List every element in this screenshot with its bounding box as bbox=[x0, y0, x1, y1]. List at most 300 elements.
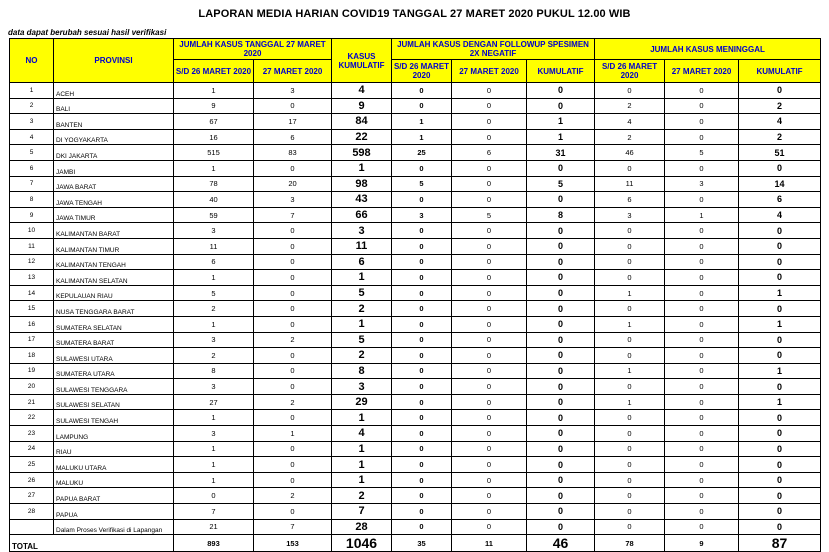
row-negatif-kumulatif: 0 bbox=[527, 363, 595, 379]
row-provinsi: LAMPUNG bbox=[54, 426, 174, 442]
row-kasus-kumulatif: 2 bbox=[332, 488, 392, 504]
row-meninggal-27: 0 bbox=[665, 114, 739, 130]
row-kasus-27: 0 bbox=[254, 238, 332, 254]
row-kasus-kumulatif: 1 bbox=[332, 457, 392, 473]
table-row bbox=[10, 472, 821, 488]
row-meninggal-27: 0 bbox=[665, 301, 739, 317]
row-negatif-27: 0 bbox=[452, 457, 527, 473]
row-negatif-kumulatif: 0 bbox=[527, 160, 595, 176]
header-meninggal-27: 27 MARET 2020 bbox=[665, 60, 739, 83]
row-kasus-27: 7 bbox=[254, 519, 332, 535]
row-kasus-sd26: 1 bbox=[174, 441, 254, 457]
row-meninggal-27: 0 bbox=[665, 379, 739, 395]
row-negatif-27: 0 bbox=[452, 394, 527, 410]
row-no: 18 bbox=[10, 348, 54, 364]
row-kasus-27: 0 bbox=[254, 472, 332, 488]
row-provinsi: Dalam Proses Verifikasi di Lapangan bbox=[54, 519, 174, 535]
row-meninggal-kumulatif: 0 bbox=[739, 441, 821, 457]
row-meninggal-kumulatif: 0 bbox=[739, 332, 821, 348]
row-meninggal-27: 3 bbox=[665, 176, 739, 192]
row-no: 17 bbox=[10, 332, 54, 348]
row-meninggal-kumulatif: 0 bbox=[739, 379, 821, 395]
row-meninggal-27: 0 bbox=[665, 285, 739, 301]
row-negatif-27: 0 bbox=[452, 441, 527, 457]
row-meninggal-kumulatif: 51 bbox=[739, 145, 821, 161]
row-negatif-27: 0 bbox=[452, 176, 527, 192]
row-negatif-27: 0 bbox=[452, 426, 527, 442]
row-provinsi: SUMATERA SELATAN bbox=[54, 316, 174, 332]
row-negatif-sd26: 0 bbox=[392, 457, 452, 473]
header-negatif-kumulatif: KUMULATIF bbox=[527, 60, 595, 83]
row-kasus-kumulatif: 4 bbox=[332, 83, 392, 99]
row-kasus-kumulatif: 1 bbox=[332, 472, 392, 488]
table-row bbox=[10, 316, 821, 332]
row-kasus-kumulatif: 6 bbox=[332, 254, 392, 270]
row-meninggal-kumulatif: 0 bbox=[739, 488, 821, 504]
row-negatif-27: 0 bbox=[452, 301, 527, 317]
row-meninggal-27: 0 bbox=[665, 394, 739, 410]
row-kasus-27: 0 bbox=[254, 301, 332, 317]
row-kasus-sd26: 1 bbox=[174, 472, 254, 488]
row-kasus-27: 0 bbox=[254, 160, 332, 176]
total-kasus-27: 153 bbox=[254, 535, 332, 552]
row-kasus-sd26: 1 bbox=[174, 83, 254, 99]
row-provinsi: KALIMANTAN TENGAH bbox=[54, 254, 174, 270]
row-provinsi: JAWA TENGAH bbox=[54, 192, 174, 208]
row-negatif-27: 0 bbox=[452, 379, 527, 395]
table-row bbox=[10, 348, 821, 364]
table-row bbox=[10, 114, 821, 130]
row-meninggal-27: 0 bbox=[665, 472, 739, 488]
row-kasus-sd26: 27 bbox=[174, 394, 254, 410]
table-row bbox=[10, 394, 821, 410]
row-meninggal-kumulatif: 1 bbox=[739, 394, 821, 410]
row-kasus-sd26: 2 bbox=[174, 301, 254, 317]
row-meninggal-27: 0 bbox=[665, 98, 739, 114]
row-negatif-kumulatif: 0 bbox=[527, 254, 595, 270]
row-negatif-sd26: 0 bbox=[392, 472, 452, 488]
row-negatif-sd26: 0 bbox=[392, 363, 452, 379]
table-row bbox=[10, 504, 821, 520]
row-no: 5 bbox=[10, 145, 54, 161]
row-meninggal-27: 0 bbox=[665, 410, 739, 426]
row-meninggal-27: 0 bbox=[665, 270, 739, 286]
table-row bbox=[10, 207, 821, 223]
row-kasus-27: 0 bbox=[254, 316, 332, 332]
row-negatif-27: 0 bbox=[452, 363, 527, 379]
row-kasus-27: 2 bbox=[254, 488, 332, 504]
table-row bbox=[10, 363, 821, 379]
row-kasus-sd26: 1 bbox=[174, 410, 254, 426]
row-meninggal-27: 0 bbox=[665, 83, 739, 99]
total-label: TOTAL bbox=[10, 535, 174, 552]
row-meninggal-kumulatif: 1 bbox=[739, 363, 821, 379]
row-no: 20 bbox=[10, 379, 54, 395]
row-meninggal-sd26: 0 bbox=[595, 441, 665, 457]
row-kasus-27: 3 bbox=[254, 83, 332, 99]
row-kasus-27: 0 bbox=[254, 379, 332, 395]
row-kasus-27: 0 bbox=[254, 457, 332, 473]
row-negatif-sd26: 0 bbox=[392, 332, 452, 348]
row-negatif-kumulatif: 1 bbox=[527, 129, 595, 145]
row-meninggal-sd26: 0 bbox=[595, 410, 665, 426]
table-row bbox=[10, 238, 821, 254]
row-no: 27 bbox=[10, 488, 54, 504]
row-meninggal-kumulatif: 0 bbox=[739, 238, 821, 254]
row-meninggal-kumulatif: 0 bbox=[739, 504, 821, 520]
row-negatif-27: 6 bbox=[452, 145, 527, 161]
row-negatif-27: 0 bbox=[452, 519, 527, 535]
row-meninggal-sd26: 1 bbox=[595, 363, 665, 379]
row-negatif-27: 0 bbox=[452, 238, 527, 254]
row-provinsi: JAMBI bbox=[54, 160, 174, 176]
table-row bbox=[10, 301, 821, 317]
row-negatif-27: 0 bbox=[452, 83, 527, 99]
total-meninggal-kumulatif: 87 bbox=[739, 535, 821, 552]
row-provinsi: MALUKU UTARA bbox=[54, 457, 174, 473]
row-meninggal-27: 0 bbox=[665, 426, 739, 442]
row-negatif-kumulatif: 0 bbox=[527, 285, 595, 301]
row-kasus-kumulatif: 29 bbox=[332, 394, 392, 410]
row-negatif-kumulatif: 0 bbox=[527, 488, 595, 504]
row-provinsi: KALIMANTAN BARAT bbox=[54, 223, 174, 239]
row-meninggal-sd26: 3 bbox=[595, 207, 665, 223]
header-kasus-kumulatif: KASUS KUMULATIF bbox=[332, 39, 392, 83]
row-kasus-sd26: 0 bbox=[174, 488, 254, 504]
row-meninggal-kumulatif: 0 bbox=[739, 457, 821, 473]
row-negatif-27: 0 bbox=[452, 472, 527, 488]
table-row bbox=[10, 129, 821, 145]
row-kasus-27: 1 bbox=[254, 426, 332, 442]
row-no: 4 bbox=[10, 129, 54, 145]
row-provinsi: PAPUA BARAT bbox=[54, 488, 174, 504]
row-kasus-sd26: 1 bbox=[174, 270, 254, 286]
row-kasus-kumulatif: 5 bbox=[332, 285, 392, 301]
row-meninggal-sd26: 0 bbox=[595, 519, 665, 535]
row-meninggal-kumulatif: 0 bbox=[739, 301, 821, 317]
row-kasus-27: 17 bbox=[254, 114, 332, 130]
row-meninggal-kumulatif: 1 bbox=[739, 316, 821, 332]
row-meninggal-27: 0 bbox=[665, 504, 739, 520]
row-negatif-27: 0 bbox=[452, 270, 527, 286]
row-kasus-kumulatif: 2 bbox=[332, 301, 392, 317]
row-negatif-sd26: 0 bbox=[392, 301, 452, 317]
table-row bbox=[10, 223, 821, 239]
row-meninggal-sd26: 0 bbox=[595, 301, 665, 317]
row-negatif-kumulatif: 0 bbox=[527, 332, 595, 348]
row-meninggal-sd26: 0 bbox=[595, 457, 665, 473]
row-meninggal-sd26: 1 bbox=[595, 316, 665, 332]
row-negatif-sd26: 1 bbox=[392, 129, 452, 145]
row-no: 26 bbox=[10, 472, 54, 488]
row-provinsi: BALI bbox=[54, 98, 174, 114]
row-negatif-27: 0 bbox=[452, 254, 527, 270]
row-negatif-kumulatif: 0 bbox=[527, 441, 595, 457]
row-kasus-27: 0 bbox=[254, 504, 332, 520]
row-meninggal-27: 0 bbox=[665, 488, 739, 504]
row-negatif-27: 0 bbox=[452, 504, 527, 520]
row-kasus-27: 3 bbox=[254, 192, 332, 208]
row-kasus-kumulatif: 98 bbox=[332, 176, 392, 192]
row-no: 1 bbox=[10, 83, 54, 99]
row-meninggal-kumulatif: 0 bbox=[739, 254, 821, 270]
header-kasus-negatif: JUMLAH KASUS DENGAN FOLLOWUP SPESIMEN 2X NEGATIF bbox=[392, 39, 595, 60]
row-negatif-sd26: 1 bbox=[392, 114, 452, 130]
row-meninggal-27: 0 bbox=[665, 254, 739, 270]
row-provinsi: KALIMANTAN TIMUR bbox=[54, 238, 174, 254]
covid-report-table bbox=[9, 38, 821, 552]
row-meninggal-27: 0 bbox=[665, 457, 739, 473]
table-row bbox=[10, 254, 821, 270]
row-negatif-27: 5 bbox=[452, 207, 527, 223]
table-row bbox=[10, 410, 821, 426]
row-kasus-27: 0 bbox=[254, 410, 332, 426]
row-kasus-kumulatif: 598 bbox=[332, 145, 392, 161]
row-meninggal-sd26: 0 bbox=[595, 426, 665, 442]
row-kasus-kumulatif: 1 bbox=[332, 270, 392, 286]
row-kasus-sd26: 1 bbox=[174, 316, 254, 332]
row-negatif-sd26: 0 bbox=[392, 379, 452, 395]
row-meninggal-sd26: 0 bbox=[595, 270, 665, 286]
row-no: 16 bbox=[10, 316, 54, 332]
row-kasus-27: 6 bbox=[254, 129, 332, 145]
row-negatif-kumulatif: 8 bbox=[527, 207, 595, 223]
row-negatif-kumulatif: 0 bbox=[527, 394, 595, 410]
row-kasus-27: 0 bbox=[254, 270, 332, 286]
row-kasus-sd26: 515 bbox=[174, 145, 254, 161]
row-kasus-kumulatif: 1 bbox=[332, 441, 392, 457]
row-no: 9 bbox=[10, 207, 54, 223]
row-no: 22 bbox=[10, 410, 54, 426]
row-kasus-sd26: 3 bbox=[174, 332, 254, 348]
row-kasus-27: 7 bbox=[254, 207, 332, 223]
row-kasus-kumulatif: 11 bbox=[332, 238, 392, 254]
row-kasus-sd26: 9 bbox=[174, 98, 254, 114]
row-negatif-sd26: 0 bbox=[392, 254, 452, 270]
row-kasus-kumulatif: 5 bbox=[332, 332, 392, 348]
row-meninggal-27: 0 bbox=[665, 519, 739, 535]
row-meninggal-sd26: 0 bbox=[595, 488, 665, 504]
row-negatif-sd26: 0 bbox=[392, 98, 452, 114]
row-kasus-kumulatif: 8 bbox=[332, 363, 392, 379]
row-meninggal-sd26: 1 bbox=[595, 394, 665, 410]
row-meninggal-kumulatif: 0 bbox=[739, 160, 821, 176]
row-negatif-kumulatif: 0 bbox=[527, 410, 595, 426]
row-negatif-kumulatif: 0 bbox=[527, 504, 595, 520]
table-row bbox=[10, 379, 821, 395]
row-provinsi: JAWA BARAT bbox=[54, 176, 174, 192]
row-no: 2 bbox=[10, 98, 54, 114]
row-no: 8 bbox=[10, 192, 54, 208]
row-meninggal-27: 0 bbox=[665, 441, 739, 457]
row-meninggal-27: 1 bbox=[665, 207, 739, 223]
row-kasus-kumulatif: 4 bbox=[332, 426, 392, 442]
row-meninggal-27: 0 bbox=[665, 192, 739, 208]
row-meninggal-sd26: 0 bbox=[595, 472, 665, 488]
row-meninggal-sd26: 0 bbox=[595, 332, 665, 348]
row-negatif-kumulatif: 0 bbox=[527, 301, 595, 317]
row-no: 21 bbox=[10, 394, 54, 410]
row-kasus-27: 0 bbox=[254, 254, 332, 270]
row-provinsi: KALIMANTAN SELATAN bbox=[54, 270, 174, 286]
row-negatif-27: 0 bbox=[452, 285, 527, 301]
row-negatif-kumulatif: 0 bbox=[527, 83, 595, 99]
total-negatif-kumulatif: 46 bbox=[527, 535, 595, 552]
total-kasus-sd26: 893 bbox=[174, 535, 254, 552]
row-no: 14 bbox=[10, 285, 54, 301]
row-meninggal-sd26: 0 bbox=[595, 254, 665, 270]
table-row bbox=[10, 426, 821, 442]
table-row bbox=[10, 145, 821, 161]
row-kasus-sd26: 5 bbox=[174, 285, 254, 301]
row-negatif-sd26: 0 bbox=[392, 316, 452, 332]
row-meninggal-sd26: 2 bbox=[595, 98, 665, 114]
row-meninggal-27: 0 bbox=[665, 348, 739, 364]
verification-note: data dapat berubah sesuai hasil verifikasi bbox=[8, 28, 167, 37]
row-kasus-sd26: 67 bbox=[174, 114, 254, 130]
row-provinsi: SULAWESI SELATAN bbox=[54, 394, 174, 410]
row-negatif-sd26: 0 bbox=[392, 348, 452, 364]
row-negatif-sd26: 0 bbox=[392, 426, 452, 442]
row-kasus-27: 0 bbox=[254, 285, 332, 301]
row-provinsi: NUSA TENGGARA BARAT bbox=[54, 301, 174, 317]
row-meninggal-sd26: 4 bbox=[595, 114, 665, 130]
header-jumlah-kasus: JUMLAH KASUS TANGGAL 27 MARET 2020 bbox=[174, 39, 332, 60]
row-kasus-kumulatif: 3 bbox=[332, 223, 392, 239]
row-kasus-sd26: 6 bbox=[174, 254, 254, 270]
row-kasus-27: 0 bbox=[254, 223, 332, 239]
total-row bbox=[10, 535, 821, 552]
table-row bbox=[10, 519, 821, 535]
row-no: 13 bbox=[10, 270, 54, 286]
row-kasus-kumulatif: 22 bbox=[332, 129, 392, 145]
row-kasus-sd26: 1 bbox=[174, 457, 254, 473]
row-kasus-sd26: 16 bbox=[174, 129, 254, 145]
row-provinsi: JAWA TIMUR bbox=[54, 207, 174, 223]
row-negatif-kumulatif: 0 bbox=[527, 316, 595, 332]
row-negatif-kumulatif: 0 bbox=[527, 519, 595, 535]
row-negatif-sd26: 0 bbox=[392, 285, 452, 301]
row-provinsi: BANTEN bbox=[54, 114, 174, 130]
row-provinsi: SULAWESI UTARA bbox=[54, 348, 174, 364]
row-kasus-kumulatif: 1 bbox=[332, 410, 392, 426]
row-kasus-kumulatif: 3 bbox=[332, 379, 392, 395]
row-no: 28 bbox=[10, 504, 54, 520]
row-negatif-sd26: 3 bbox=[392, 207, 452, 223]
row-kasus-kumulatif: 66 bbox=[332, 207, 392, 223]
row-meninggal-kumulatif: 6 bbox=[739, 192, 821, 208]
row-negatif-sd26: 25 bbox=[392, 145, 452, 161]
row-negatif-sd26: 0 bbox=[392, 83, 452, 99]
row-meninggal-sd26: 46 bbox=[595, 145, 665, 161]
row-meninggal-27: 0 bbox=[665, 160, 739, 176]
header-kasus-meninggal: JUMLAH KASUS MENINGGAL bbox=[595, 39, 821, 60]
row-kasus-sd26: 11 bbox=[174, 238, 254, 254]
row-no: 15 bbox=[10, 301, 54, 317]
row-negatif-27: 0 bbox=[452, 488, 527, 504]
row-meninggal-sd26: 0 bbox=[595, 83, 665, 99]
table-row bbox=[10, 176, 821, 192]
row-meninggal-27: 0 bbox=[665, 316, 739, 332]
row-kasus-27: 83 bbox=[254, 145, 332, 161]
row-negatif-kumulatif: 1 bbox=[527, 114, 595, 130]
header-meninggal-sd26: S/D 26 MARET 2020 bbox=[595, 60, 665, 83]
row-kasus-27: 20 bbox=[254, 176, 332, 192]
row-meninggal-sd26: 1 bbox=[595, 285, 665, 301]
header-no: NO bbox=[10, 39, 54, 83]
row-negatif-sd26: 0 bbox=[392, 238, 452, 254]
row-kasus-sd26: 3 bbox=[174, 426, 254, 442]
header-meninggal-kumulatif: KUMULATIF bbox=[739, 60, 821, 83]
row-no: 23 bbox=[10, 426, 54, 442]
row-no: 7 bbox=[10, 176, 54, 192]
table-row bbox=[10, 488, 821, 504]
row-meninggal-kumulatif: 1 bbox=[739, 285, 821, 301]
row-kasus-kumulatif: 1 bbox=[332, 160, 392, 176]
row-negatif-sd26: 5 bbox=[392, 176, 452, 192]
row-kasus-kumulatif: 43 bbox=[332, 192, 392, 208]
row-meninggal-kumulatif: 0 bbox=[739, 472, 821, 488]
table-row bbox=[10, 83, 821, 99]
row-negatif-27: 0 bbox=[452, 410, 527, 426]
row-meninggal-kumulatif: 14 bbox=[739, 176, 821, 192]
row-negatif-kumulatif: 0 bbox=[527, 270, 595, 286]
row-kasus-sd26: 59 bbox=[174, 207, 254, 223]
row-meninggal-kumulatif: 2 bbox=[739, 98, 821, 114]
row-meninggal-27: 0 bbox=[665, 332, 739, 348]
row-no: 6 bbox=[10, 160, 54, 176]
row-meninggal-kumulatif: 0 bbox=[739, 519, 821, 535]
row-meninggal-27: 0 bbox=[665, 238, 739, 254]
total-meninggal-27: 9 bbox=[665, 535, 739, 552]
row-negatif-27: 0 bbox=[452, 192, 527, 208]
row-provinsi: PAPUA bbox=[54, 504, 174, 520]
row-meninggal-27: 0 bbox=[665, 129, 739, 145]
row-kasus-kumulatif: 1 bbox=[332, 316, 392, 332]
row-kasus-kumulatif: 28 bbox=[332, 519, 392, 535]
row-provinsi: DKI JAKARTA bbox=[54, 145, 174, 161]
row-negatif-sd26: 0 bbox=[392, 441, 452, 457]
table-row bbox=[10, 332, 821, 348]
row-provinsi: MALUKU bbox=[54, 472, 174, 488]
row-negatif-27: 0 bbox=[452, 114, 527, 130]
row-meninggal-kumulatif: 0 bbox=[739, 83, 821, 99]
row-no: 24 bbox=[10, 441, 54, 457]
row-kasus-27: 0 bbox=[254, 441, 332, 457]
row-provinsi: ACEH bbox=[54, 83, 174, 99]
total-meninggal-sd26: 78 bbox=[595, 535, 665, 552]
table-row bbox=[10, 160, 821, 176]
row-negatif-kumulatif: 0 bbox=[527, 472, 595, 488]
row-meninggal-kumulatif: 0 bbox=[739, 348, 821, 364]
row-negatif-sd26: 0 bbox=[392, 192, 452, 208]
row-kasus-27: 2 bbox=[254, 394, 332, 410]
row-meninggal-sd26: 11 bbox=[595, 176, 665, 192]
row-negatif-kumulatif: 0 bbox=[527, 98, 595, 114]
row-kasus-kumulatif: 7 bbox=[332, 504, 392, 520]
row-negatif-sd26: 0 bbox=[392, 160, 452, 176]
row-kasus-27: 0 bbox=[254, 348, 332, 364]
header-kasus-sd26: S/D 26 MARET 2020 bbox=[174, 60, 254, 83]
row-negatif-27: 0 bbox=[452, 348, 527, 364]
row-kasus-sd26: 7 bbox=[174, 504, 254, 520]
row-kasus-sd26: 21 bbox=[174, 519, 254, 535]
row-meninggal-kumulatif: 4 bbox=[739, 207, 821, 223]
header-negatif-27: 27 MARET 2020 bbox=[452, 60, 527, 83]
row-kasus-sd26: 2 bbox=[174, 348, 254, 364]
table-row bbox=[10, 192, 821, 208]
row-negatif-sd26: 0 bbox=[392, 394, 452, 410]
